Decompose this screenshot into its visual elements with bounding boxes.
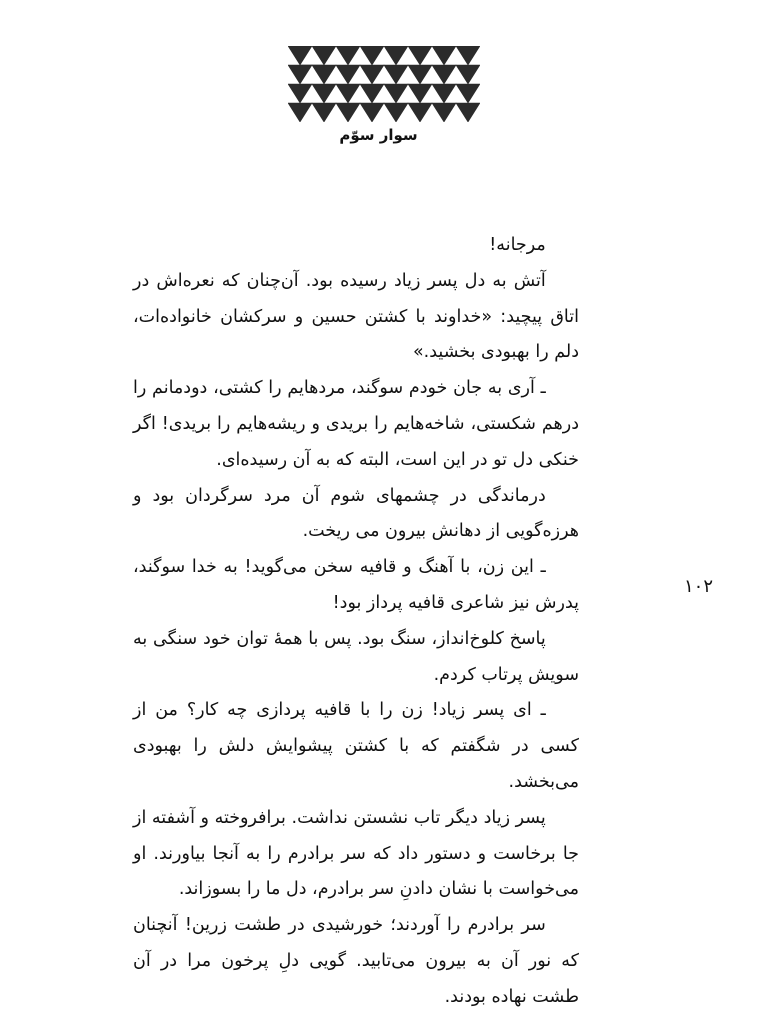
paragraph: پسر زیاد دیگر تاب نشستن نداشت. برافروخته و آشفته از جا برخاست و دستور داد که سر برادرم را به آنجا بیاورند. او می‌خواست با نشان دادنِ سر برادرم، دل ما را بسوزاند. <box>133 807 579 900</box>
paragraph: مرجانه! <box>489 235 546 255</box>
paragraph: ـ این زن، با آهنگ و قافیه سخن می‌گوید! به خدا سوگند، پدرش نیز شاعری قافیه پرداز بود! <box>133 557 579 613</box>
triangle-pattern-icon <box>288 46 480 122</box>
paragraph: ـ آری به جان خودم سوگند، مردهایم را کشتی، دودمانم را درهم شکستی، شاخه‌هایم را بریدی و ریشه‌هایم را بریدی! اگر خنکی دل تو در این است، البته که به آن رسیده‌ای. <box>133 378 579 470</box>
body-text <box>133 228 579 1016</box>
paragraph: ـ ای پسر زیاد! زن را با قافیه پردازی چه کار؟ من از کسی در شگفتم که با کشتن پیشوایش دلش را بهبودی می‌بخشد. <box>133 700 579 792</box>
paragraph: آتش به دل پسر زیاد رسیده بود. آن‌چنان که نعره‌اش در اتاق پیچید: «خداوند با کشتن حسین و سرکشان خانواده‌ات، دلم را بهبودی بخشید.» <box>133 270 579 363</box>
section-title: سوار سوّم <box>339 126 418 144</box>
page-number: ۱۰۲ <box>684 576 714 597</box>
paragraph: سر برادرم را آوردند؛ خورشیدی در طشت زرین! آنچنان که نور آن به بیرون می‌تابید. گویی دلِ پرخون مرا در آن طشت نهاده بودند. <box>133 915 579 1007</box>
paragraph: پاسخ کلوخ‌انداز، سنگ بود. پس با همهٔ توان خود سنگی به سویش پرتاب کردم. <box>133 628 579 685</box>
paragraph: درماندگی در چشمهای شوم آن مرد سرگردان بود و هرزه‌گویی از دهانش بیرون می ریخت. <box>133 485 579 542</box>
